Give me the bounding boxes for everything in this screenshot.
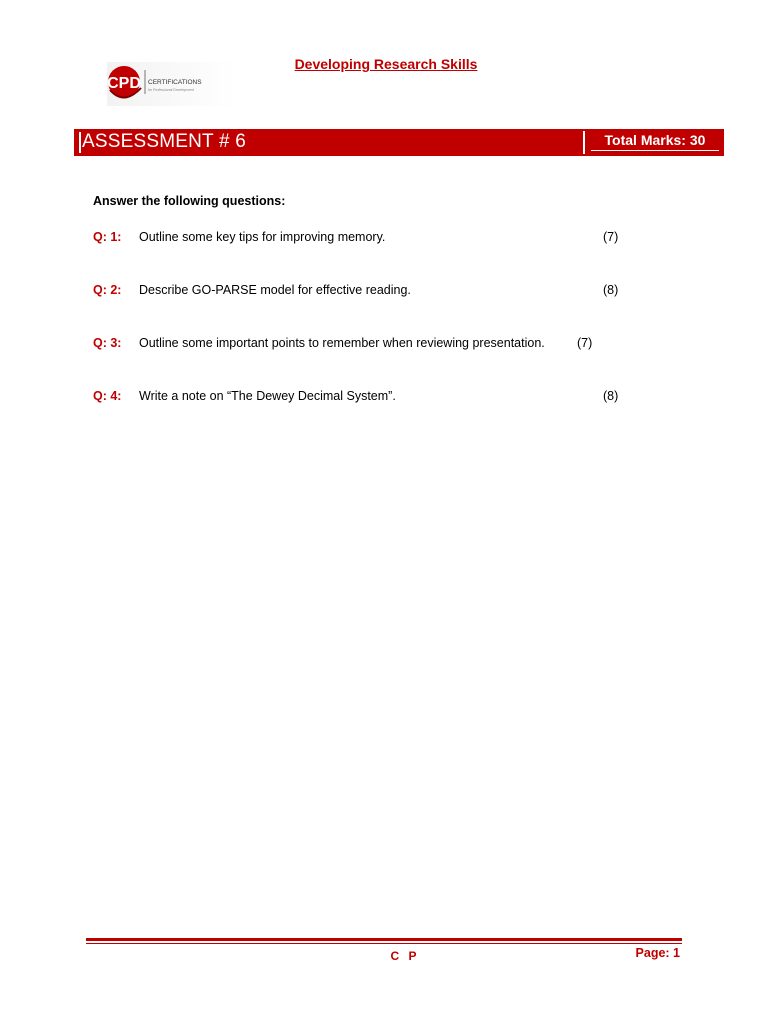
logo-subtext: CERTIFICATIONS (148, 79, 202, 86)
question-item (93, 336, 653, 354)
question-text: Outline some key tips for improving memory. (139, 230, 386, 244)
question-item (93, 283, 653, 301)
question-text: Describe GO-PARSE model for effective reading. (139, 283, 411, 297)
logo-tagline: for Professional Development (148, 88, 194, 92)
question-marks: (8) (603, 283, 619, 297)
question-number: Q: 4: (93, 389, 122, 403)
question-marks: (7) (577, 336, 593, 350)
banner-left-divider (79, 132, 81, 153)
footer-rule (86, 938, 682, 941)
assessment-title: ASSESSMENT # 6 (82, 131, 247, 152)
page-number: Page: 1 (635, 946, 680, 960)
total-marks: Total Marks: 30 (591, 131, 719, 151)
footer-initials: C P (390, 949, 420, 963)
question-marks: (8) (603, 389, 619, 403)
question-number: Q: 2: (93, 283, 122, 297)
instructions: Answer the following questions: (93, 194, 286, 208)
question-marks: (7) (603, 230, 619, 244)
question-text: Outline some important points to remember when reviewing presentation. (139, 336, 545, 350)
question-number: Q: 3: (93, 336, 122, 350)
document-title: Developing Research Skills (294, 56, 478, 72)
banner-divider (583, 131, 585, 154)
assessment-banner (74, 129, 724, 156)
logo-text: CPD (107, 75, 141, 92)
question-text: Write a note on “The Dewey Decimal System”. (139, 389, 396, 403)
question-item (93, 389, 653, 407)
question-item (93, 230, 653, 248)
footer-rule-thin (86, 943, 682, 944)
question-number: Q: 1: (93, 230, 122, 244)
cpd-logo (107, 62, 235, 106)
